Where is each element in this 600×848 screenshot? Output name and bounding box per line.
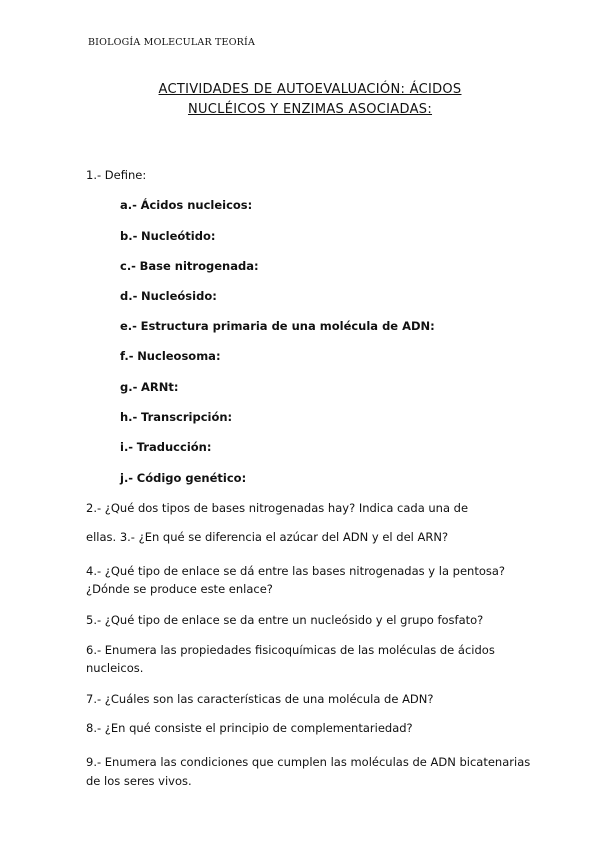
item-letter: g.- [120, 380, 138, 394]
item-term: Base nitrogenada: [139, 259, 259, 273]
item-term: Código genético: [136, 471, 247, 485]
item-letter: j.- [120, 471, 134, 485]
definition-item [120, 471, 246, 485]
item-term: Nucleótido: [141, 229, 216, 243]
definition-item [120, 198, 252, 212]
question-9-line-2: de los seres vivos. [86, 774, 192, 788]
question-5: 5.- ¿Qué tipo de enlace se da entre un nucleósido y el grupo fosfato? [86, 613, 484, 627]
item-term: Nucleosoma: [137, 349, 221, 363]
definition-item [120, 289, 217, 303]
question-2-line-2: ellas. 3.- ¿En qué se diferencia el azúcar del ADN y el del ARN? [86, 530, 449, 544]
title-line-1: ACTIVIDADES DE AUTOEVALUACIÓN: ÁCIDOS [158, 82, 462, 97]
item-letter: i.- [120, 440, 134, 454]
definition-item [120, 410, 232, 424]
definition-item [120, 380, 179, 394]
question-4-line-1: 4.- ¿Qué tipo de enlace se dá entre las bases nitrogenadas y la pentosa? [86, 564, 506, 578]
definition-item [120, 319, 435, 333]
definition-item [120, 349, 221, 363]
item-term: Nucleósido: [141, 289, 217, 303]
question-7: 7.- ¿Cuáles son las características de una molécula de ADN? [86, 692, 434, 706]
question-8: 8.- ¿En qué consiste el principio de complementariedad? [86, 721, 413, 735]
question-4-line-2: ¿Dónde se produce este enlace? [86, 582, 273, 596]
item-letter: b.- [120, 229, 138, 243]
item-letter: e.- [120, 319, 137, 333]
definition-item [120, 440, 211, 454]
question-6-line-2: nucleicos. [86, 661, 144, 675]
item-letter: c.- [120, 259, 136, 273]
question-1-intro: 1.- Define: [86, 168, 147, 182]
definition-item [120, 229, 215, 243]
question-9-line-1: 9.- Enumera las condiciones que cumplen las moléculas de ADN bicatenarias [86, 755, 531, 769]
item-letter: a.- [120, 198, 137, 212]
definition-item [120, 259, 259, 273]
item-term: Transcripción: [141, 410, 233, 424]
item-term: Traducción: [136, 440, 212, 454]
item-term: Estructura primaria de una molécula de ADN: [140, 319, 435, 333]
title-line-2: NUCLÉICOS Y ENZIMAS ASOCIADAS: [187, 102, 433, 117]
item-letter: d.- [120, 289, 138, 303]
question-2-line-1: 2.- ¿Qué dos tipos de bases nitrogenadas hay? Indica cada una de [86, 501, 469, 515]
question-6-line-1: 6.- Enumera las propiedades fisicoquímicas de las moléculas de ácidos [86, 643, 495, 657]
item-term: ARNt: [141, 380, 179, 394]
item-term: Ácidos nucleicos: [140, 198, 253, 212]
page-header: BIOLOGÍA MOLECULAR TEORÍA [88, 37, 256, 48]
item-letter: f.- [120, 349, 134, 363]
item-letter: h.- [120, 410, 138, 424]
